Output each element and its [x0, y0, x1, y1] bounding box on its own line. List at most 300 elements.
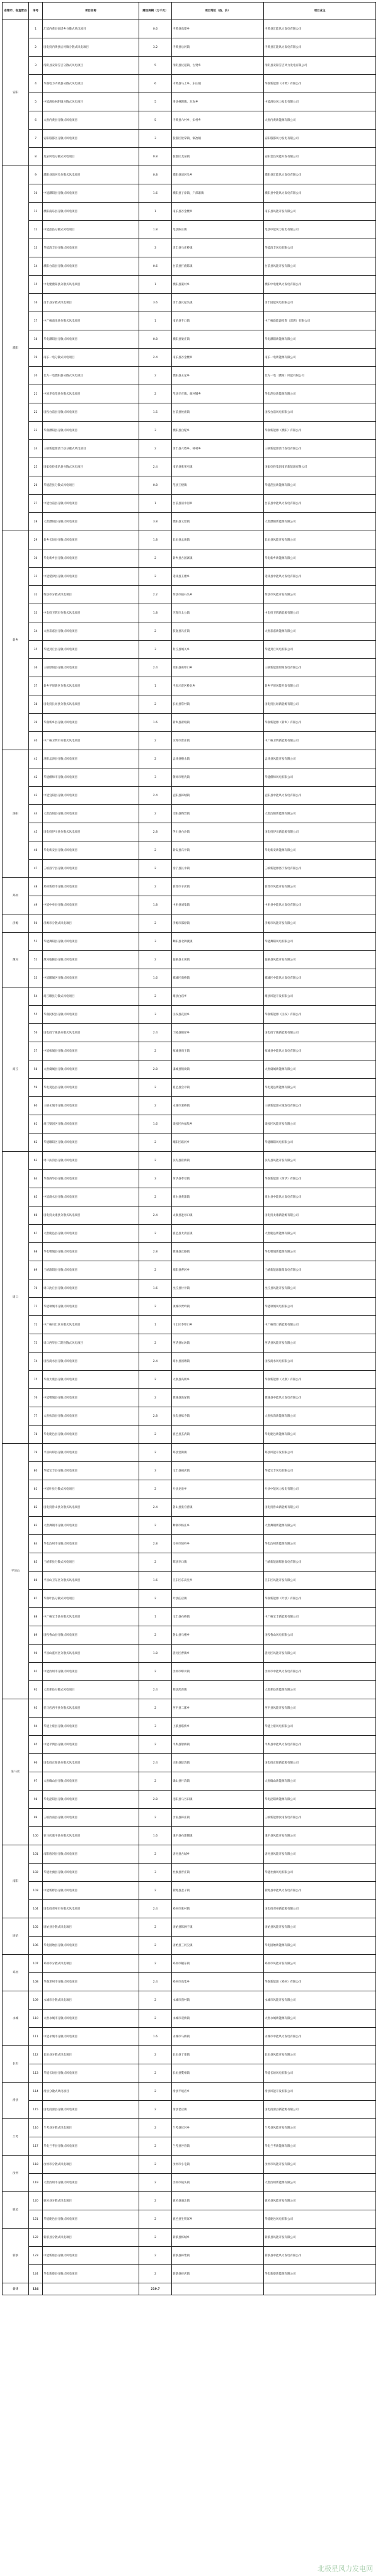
project-name: 新乡长垣县分散式风电项目	[43, 531, 139, 549]
project-address: 新野县歪子镇	[172, 1882, 264, 1900]
project-owner: 长垣县风能开发有限公司	[264, 531, 376, 549]
row-number: 41	[29, 750, 43, 768]
capacity: 2	[139, 1079, 172, 1097]
project-owner: 沈丘县风能开发有限公司	[264, 1280, 376, 1298]
project-name: 三峡汝南县分散式风电项目	[43, 1809, 139, 1827]
table-row	[3, 1955, 376, 1973]
project-name: 华电新安县分散式风电项目	[43, 841, 139, 860]
project-owner: 郏县风能开发有限公司	[264, 1444, 376, 1462]
table-row	[3, 1572, 376, 1590]
project-name: 华电新乡县分散式风电项目	[43, 549, 139, 568]
project-name: 长垣县分散式风电项目	[43, 2046, 139, 2064]
table-header	[3, 3, 376, 20]
table-row	[3, 1772, 376, 1791]
row-number: 119	[29, 2174, 43, 2192]
row-number: 121	[29, 2210, 43, 2229]
project-address: 卫辉市太公镇	[172, 604, 264, 622]
project-name: 中能延津县分散式风电项目	[43, 568, 139, 586]
row-number: 26	[29, 476, 43, 495]
city-cell: 邓州	[3, 1955, 29, 1991]
row-number: 97	[29, 1772, 43, 1791]
capacity: 2	[139, 440, 172, 458]
project-owner: 郸城县中能风力发电有限公司	[264, 1389, 376, 1407]
project-address: 内黄县六村乡、宋村乡	[172, 111, 264, 130]
row-number: 1	[29, 20, 43, 38]
capacity: 3	[139, 239, 172, 257]
project-address: 永城市茴村镇	[172, 1991, 264, 2010]
project-address: 宁陵县阳驿乡	[172, 1024, 264, 1042]
row-number: 98	[29, 1791, 43, 1809]
capacity: 2	[139, 1426, 172, 1444]
project-name: 南乐一电分散式风电项目	[43, 349, 139, 367]
row-number: 69	[29, 1261, 43, 1280]
project-name: 国电投长垣县分散式风电项目	[43, 695, 139, 714]
table-row	[3, 1371, 376, 1389]
project-owner: 华能上蔡风电有限公司	[264, 1718, 376, 1736]
project-name: 清丰县分散式风电项目	[43, 294, 139, 312]
project-owner: 鹿邑县风能开发有限公司	[264, 2192, 376, 2210]
project-owner: 华电泌阳新能源有限公司	[264, 1791, 376, 1809]
project-address: 永城市裴桥镇	[172, 1097, 264, 1115]
row-number: 112	[29, 2046, 43, 2064]
project-address: 滑县林阴镇、瓦岗乡	[172, 93, 264, 111]
project-address: 长垣县樊相镇	[172, 2064, 264, 2083]
project-name: 济源市分散式风电项目	[43, 914, 139, 933]
row-number: 45	[29, 823, 43, 841]
table-row	[3, 2010, 376, 2028]
row-number: 118	[29, 2156, 43, 2174]
capacity: 2	[139, 1626, 172, 1645]
row-number: 51	[29, 933, 43, 951]
project-name: 中能中牟县分散式风电项目	[43, 896, 139, 914]
capacity: 2	[139, 1389, 172, 1407]
capacity: 0.8	[139, 330, 172, 349]
project-owner: 新乡平原风能开发有限公司	[264, 677, 376, 695]
project-name: 鹿邑县分散式风电项目	[43, 2192, 139, 2210]
project-name: 国家电投南乐县分散式风电项目	[43, 458, 139, 476]
table-row	[3, 2028, 376, 2046]
capacity: 3	[139, 422, 172, 440]
table-row	[3, 513, 376, 531]
table-row	[3, 1900, 376, 1918]
project-address: 邓州市高集乡	[172, 1973, 264, 1991]
capacity: 2.4	[139, 1900, 172, 1918]
capacity: 2	[139, 2229, 172, 2247]
project-owner: 华电范县新能源有限公司	[264, 385, 376, 403]
project-address: 夏邑县会亭镇	[172, 1079, 264, 1097]
capacity: 2	[139, 987, 172, 1006]
project-address: 台前县清水河乡	[172, 495, 264, 513]
project-name: 国电投正阳县分散式风电项目	[43, 1754, 139, 1772]
capacity: 2.4	[139, 1206, 172, 1225]
project-name: 华电汝州市分散式风电项目	[43, 1535, 139, 1553]
row-number: 65	[29, 1188, 43, 1206]
project-address: 平舆县射桥镇	[172, 1736, 264, 1754]
city-cell: 周口	[3, 1152, 29, 1444]
project-name: 北方一电濮阳县分散式风电项目	[43, 367, 139, 385]
row-number: 66	[29, 1206, 43, 1225]
project-name: 国电投邓州市分散式风电项目	[43, 1900, 139, 1918]
project-name: 中能新蔡县分散式风电项目	[43, 2247, 139, 2265]
capacity: 2	[139, 549, 172, 568]
project-owner: 内黄县汇能风力发电有限公司	[264, 20, 376, 38]
table-row	[3, 1006, 376, 1024]
capacity: 2	[139, 1133, 172, 1152]
project-owner: 华润新能源（民权）有限公司	[264, 1006, 376, 1024]
city-cell: 南阳	[3, 1845, 29, 1918]
project-name: 汇能内黄县高堤乡分散式风电项目	[43, 20, 139, 38]
table-row	[3, 1480, 376, 1499]
table-row	[3, 1608, 376, 1626]
capacity: 2	[139, 1991, 172, 2010]
project-address: 西华县址坊镇	[172, 1334, 264, 1353]
city-cell: 濮阳	[3, 166, 29, 531]
project-name: 三峡淮阳县分散式风电项目	[43, 1261, 139, 1280]
project-owner: 三峡新能源郏县发电有限公司	[264, 1553, 376, 1572]
table-row	[3, 38, 376, 57]
project-address: 濮阳县文留镇	[172, 513, 264, 531]
project-name: 永城市分散式风电项目	[43, 1991, 139, 2010]
capacity: 0.8	[139, 148, 172, 166]
project-name: 华能偃师市分散式风电项目	[43, 768, 139, 787]
project-owner: 卫东区风能开发有限公司	[264, 1572, 376, 1590]
project-name: 周口西华县二期分散式风电项目	[43, 1334, 139, 1353]
project-owner: 濮阳中电建风力发电有限公司	[264, 276, 376, 294]
capacity: 1	[139, 495, 172, 513]
project-owner: 华电新乡新能源有限公司	[264, 549, 376, 568]
project-address: 淮阳县曹河乡	[172, 1261, 264, 1280]
project-name: 华能封丘县分散式风电项目	[43, 641, 139, 659]
capacity: 2	[139, 568, 172, 586]
project-address: 新蔡县栎城乡	[172, 2229, 264, 2247]
project-address: 宝丰县闹店镇	[172, 1462, 264, 1480]
project-owner: 华电新安新能源有限公司	[264, 841, 376, 860]
row-number: 122	[29, 2229, 43, 2247]
row-number: 67	[29, 1225, 43, 1243]
project-address: 汝州市小屯镇	[172, 2156, 264, 2174]
table-row	[3, 1590, 376, 1608]
table-row	[3, 1681, 376, 1699]
row-number: 92	[29, 1681, 43, 1699]
project-owner: 湛河区风能开发有限公司	[264, 1645, 376, 1663]
row-number: 31	[29, 568, 43, 586]
table-row	[3, 93, 376, 111]
project-owner: 柘城县中能风力发电有限公司	[264, 1042, 376, 1060]
table-row	[3, 1225, 376, 1243]
table-row	[3, 111, 376, 130]
table-row	[3, 1444, 376, 1462]
capacity: 1.6	[139, 714, 172, 732]
project-name: 华能上蔡县分散式风电项目	[43, 1718, 139, 1736]
table-row	[3, 878, 376, 896]
project-owner: 大唐获嘉新能源有限公司	[264, 622, 376, 641]
project-name: 周口沈丘县分散式风电项目	[43, 1280, 139, 1298]
capacity: 2.4	[139, 1024, 172, 1042]
table-row	[3, 1261, 376, 1280]
project-owner: 固始县风能开发有限公司	[264, 1918, 376, 1937]
table-row	[3, 57, 376, 75]
project-owner: 华能宝丰风电有限公司	[264, 1462, 376, 1480]
project-table	[2, 2, 376, 2295]
project-name: 华能鹿邑县分散式风电项目	[43, 2210, 139, 2229]
row-number: 24	[29, 440, 43, 458]
project-name: 郑州新郑市分散式风电项目	[43, 878, 139, 896]
project-owner: 睢县风能开发有限公司	[264, 987, 376, 1006]
row-number: 13	[29, 239, 43, 257]
row-number: 8	[29, 148, 43, 166]
row-number: 34	[29, 622, 43, 641]
table-row	[3, 440, 376, 458]
project-name: 兰考县分散式风电项目	[43, 2119, 139, 2137]
table-row	[3, 531, 376, 549]
row-number: 90	[29, 1645, 43, 1663]
project-address: 济源市邵原镇	[172, 914, 264, 933]
project-address: 扶沟县练寺镇	[172, 1407, 264, 1426]
row-number: 71	[29, 1298, 43, 1316]
project-address: 兰考县谷营镇	[172, 2137, 264, 2156]
row-number: 27	[29, 495, 43, 513]
row-number: 113	[29, 2064, 43, 2083]
project-owner: 华润新能源（内黄）有限公司	[264, 75, 376, 93]
project-address: 长垣县常村镇	[172, 695, 264, 714]
table-row	[3, 1864, 376, 1882]
row-number: 59	[29, 1079, 43, 1097]
table-row	[3, 568, 376, 586]
project-address: 新乡县古固寨镇	[172, 549, 264, 568]
project-address: 濮阳县子岸镇、户部寨镇	[172, 184, 264, 203]
row-number: 106	[29, 1937, 43, 1955]
project-owner: 华能长垣风电有限公司	[264, 2064, 376, 2083]
capacity: 2	[139, 385, 172, 403]
project-address: 商水县固墙镇	[172, 1353, 264, 1371]
capacity: 6	[139, 75, 172, 93]
project-address: 扶沟县崔桥镇	[172, 1152, 264, 1170]
table-row	[3, 312, 376, 330]
project-name: 华电夏邑县分散式风电项目	[43, 1079, 139, 1097]
project-name: 华电兰考县分散式风电项目	[43, 2137, 139, 2156]
table-row	[3, 2064, 376, 2083]
project-owner: 唐河县风能开发有限公司	[264, 1845, 376, 1864]
project-owner: 国电投滑县新能源有限公司	[264, 2101, 376, 2119]
project-address: 汝州市骑岭乡	[172, 1535, 264, 1553]
project-address: 确山县竹沟镇	[172, 1772, 264, 1791]
project-owner: 南乐县风能开发有限公司	[264, 203, 376, 221]
project-address: 原阳县葛埠口乡	[172, 659, 264, 677]
project-name: 中能范县分散式风电项目	[43, 221, 139, 239]
table-row	[3, 659, 376, 677]
table-row	[3, 1517, 376, 1535]
project-address: 宝丰县石桥镇	[172, 1608, 264, 1626]
row-number: 44	[29, 805, 43, 823]
city-cell: 洛阳	[3, 750, 29, 878]
project-owner: 华电汝州新能源有限公司	[264, 1535, 376, 1553]
project-name: 平顶山湛河区分散式风电项目	[43, 1645, 139, 1663]
project-address: 新安县石井镇	[172, 841, 264, 860]
capacity: 5	[139, 93, 172, 111]
project-address: 兰考县仪封乡	[172, 2119, 264, 2137]
row-number: 64	[29, 1170, 43, 1188]
table-row	[3, 221, 376, 239]
table-row	[3, 1918, 376, 1937]
project-owner: 辉县市风能开发有限公司	[264, 586, 376, 604]
project-owner: 大唐郏县新能源有限公司	[264, 1681, 376, 1699]
capacity: 2	[139, 860, 172, 878]
capacity: 3.2	[139, 38, 172, 57]
row-number: 23	[29, 422, 43, 440]
capacity: 3	[139, 1006, 172, 1024]
row-number: 22	[29, 403, 43, 422]
project-owner: 华电鹿邑新能源有限公司	[264, 1426, 376, 1444]
project-owner: 华能项城风电有限公司	[264, 1298, 376, 1316]
project-owner: 滑县风能开发有限公司	[264, 2083, 376, 2101]
table-row	[3, 1535, 376, 1553]
row-number: 40	[29, 732, 43, 750]
row-number: 39	[29, 714, 43, 732]
project-owner: 华电新蔡新能源有限公司	[264, 2265, 376, 2283]
row-number: 58	[29, 1060, 43, 1079]
project-address: 封丘县城关乡	[172, 641, 264, 659]
table-row	[3, 130, 376, 148]
capacity: 1	[139, 677, 172, 695]
project-address: 濮阳县五星乡	[172, 367, 264, 385]
row-number: 111	[29, 2028, 43, 2046]
project-owner: 三峡新能源清丰发电有限公司	[264, 440, 376, 458]
project-address: 南乐县谷金楼乡	[172, 203, 264, 221]
city-cell: 固始	[3, 1918, 29, 1955]
capacity: 2	[139, 1188, 172, 1206]
project-name: 中能汝州市分散式风电项目	[43, 1663, 139, 1681]
table-row	[3, 1298, 376, 1316]
capacity: 2	[139, 1334, 172, 1353]
project-address: 范县王楼镇	[172, 476, 264, 495]
table-row	[3, 2156, 376, 2174]
project-address: 洛宁县长水镇	[172, 860, 264, 878]
project-owner: 华能睢阳风电有限公司	[264, 1133, 376, 1152]
project-name: 中能永城市分散式风电项目	[43, 2028, 139, 2046]
project-address: 沈丘县付井镇	[172, 1280, 264, 1298]
project-name: 中能叶县分散式风电项目	[43, 1480, 139, 1499]
table-row	[3, 805, 376, 823]
project-address: 固始县三河尖镇	[172, 1937, 264, 1955]
table-row	[3, 257, 376, 276]
project-address: 南乐县谷金楼乡	[172, 349, 264, 367]
project-owner: 国电投邓州新能源有限公司	[264, 1900, 376, 1918]
project-owner: 国家电投集团南乐新能源有限公司	[264, 458, 376, 476]
project-address: 濮阳县梁庄镇	[172, 330, 264, 349]
row-number: 94	[29, 1718, 43, 1736]
project-owner: 大唐虞城新能源有限公司	[264, 1060, 376, 1079]
project-address: 睢县白庙乡	[172, 987, 264, 1006]
city-cell: 鹿邑	[3, 2192, 29, 2229]
project-name: 驻马店西平县分散式风电项目	[43, 1699, 139, 1718]
row-number: 12	[29, 221, 43, 239]
project-owner: 大唐鹿邑新能源有限公司	[264, 1225, 376, 1243]
total-empty-owner	[264, 2283, 376, 2295]
row-number: 32	[29, 586, 43, 604]
project-name: 大唐鹿邑县分散式风电项目	[43, 1225, 139, 1243]
row-number: 38	[29, 695, 43, 714]
project-owner: 国电投宁陵新能源有限公司	[264, 1024, 376, 1042]
capacity: 2	[139, 1444, 172, 1462]
city-cell: 济源	[3, 914, 29, 933]
project-name: 濮阳台前县分散式风电项目	[43, 257, 139, 276]
project-name: 商丘睢县分散式风电项目	[43, 987, 139, 1006]
project-address: 卫东区东高皇乡	[172, 1572, 264, 1590]
table-row	[3, 768, 376, 787]
project-name: 国电投宁陵县分散式风电项目	[43, 1024, 139, 1042]
project-owner: 长垣县风能开发有限公司	[264, 2046, 376, 2064]
row-number: 109	[29, 1991, 43, 2010]
total-row	[3, 2283, 376, 2295]
project-owner: 台前县中能风力发电有限公司	[264, 495, 376, 513]
project-name: 平顶山郏县分散式风电项目	[43, 1444, 139, 1462]
project-name: 大唐扶沟县分散式风电项目	[43, 1407, 139, 1426]
watermark-logo: 北极星风力发电网	[318, 2565, 373, 2573]
table-row	[3, 787, 376, 805]
row-number: 117	[29, 2137, 43, 2156]
project-name: 华能项城市分散式风电项目	[43, 1298, 139, 1316]
table-row	[3, 1024, 376, 1042]
capacity: 2.8	[139, 1060, 172, 1079]
capacity: 1	[139, 312, 172, 330]
project-address: 卫辉市唐庄镇	[172, 732, 264, 750]
project-name: 中国华电范县分散式风电项目	[43, 385, 139, 403]
project-name: 中广核川汇区分散式风电项目	[43, 1316, 139, 1334]
project-address: 汤阴县伏道镇、古贤乡	[172, 57, 264, 75]
row-number: 107	[29, 1955, 43, 1973]
city-cell: 商丘	[3, 987, 29, 1152]
city-cell: 漯河	[3, 933, 29, 987]
table-row	[3, 495, 376, 513]
table-row	[3, 1407, 376, 1426]
project-name: 中电投卫辉市分散式风电项目	[43, 604, 139, 622]
table-row	[3, 1736, 376, 1754]
row-number: 84	[29, 1535, 43, 1553]
project-address: 太康县逊母口镇	[172, 1206, 264, 1225]
capacity: 2	[139, 2265, 172, 2283]
project-name: 中能濮阳县分散式风电项目	[43, 184, 139, 203]
table-row	[3, 2247, 376, 2265]
table-row	[3, 750, 376, 768]
capacity: 2	[139, 1517, 172, 1535]
project-name: 华能宝丰县分散式风电项目	[43, 1462, 139, 1480]
capacity: 2.8	[139, 823, 172, 841]
table-row	[3, 914, 376, 933]
project-address: 川汇区李埠口乡	[172, 1316, 264, 1334]
project-address: 鹿邑县生铁冢乡	[172, 2210, 264, 2229]
row-number: 68	[29, 1243, 43, 1261]
project-owner: 大唐永城新能源有限公司	[264, 2010, 376, 2028]
project-address: 鹿邑县玄武镇	[172, 1426, 264, 1444]
project-address: 鹿邑县涡北镇	[172, 2192, 264, 2210]
capacity: 2	[139, 622, 172, 641]
project-owner: 国投鲁山风电有限公司	[264, 1626, 376, 1645]
row-number: 83	[29, 1517, 43, 1535]
project-owner: 汤阴县安阳雪吉风力发电有限公司	[264, 57, 376, 75]
row-number: 61	[29, 1115, 43, 1133]
capacity: 2	[139, 2064, 172, 2083]
capacity: 2.8	[139, 1407, 172, 1426]
project-owner: 中广核宝丰新能源有限公司	[264, 1608, 376, 1626]
project-address: 郾城区商桥镇	[172, 969, 264, 987]
project-address: 叶县龙泉乡	[172, 1480, 264, 1499]
row-number: 56	[29, 1024, 43, 1042]
table-row	[3, 203, 376, 221]
capacity: 2	[139, 732, 172, 750]
row-number: 6	[29, 111, 43, 130]
table-row	[3, 148, 376, 166]
project-owner: 遂平县风能开发有限公司	[264, 1827, 376, 1845]
